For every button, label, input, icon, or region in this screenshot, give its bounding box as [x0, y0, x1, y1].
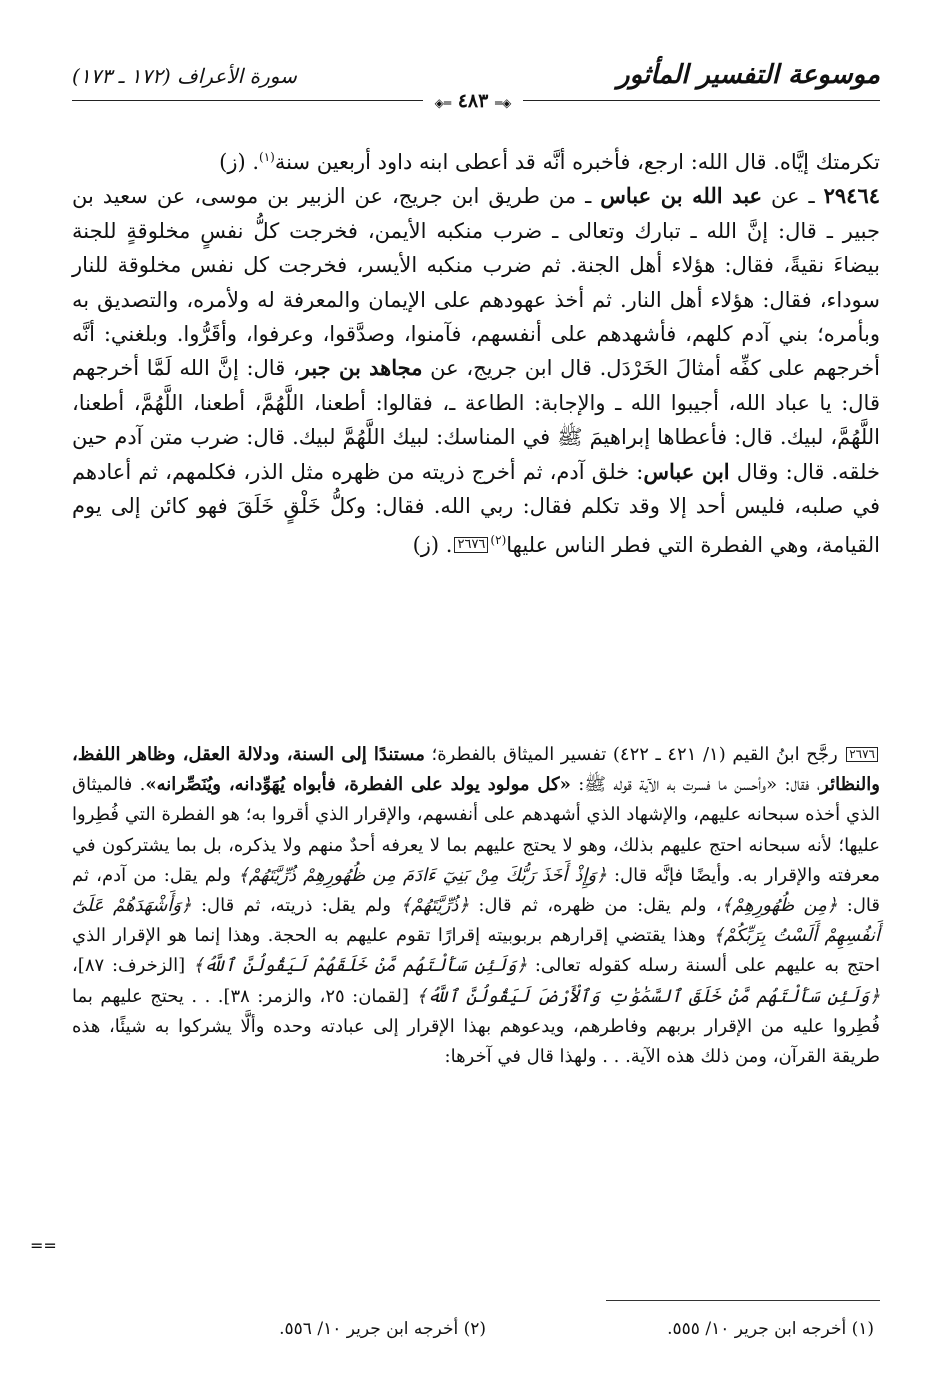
footnote-marker: (١) — [259, 150, 275, 164]
text-run: [لقمان: ٢٥، والزمر: ٣٨]. . . يحتج عليهم بما فُطِروا عليه من الإقرار بربهم وفاطرهم، ويدعوهم بهذا الإقرار إلى عبادته وحده وألَّا يشركوا به شيئًا، هذه طريقة القرآن، ومن ذلك هذه الآية. . . ولهذا قال في آخرها: — [72, 985, 880, 1068]
text-run: وهذا يقتضي إقرارهم بربوبيته إقرارًا تقوم عليهم به الحجة. وهذا إنما هو الإقرار الذي احتج به عليهم على ألسنة رسله كقوله تعالى: — [72, 925, 881, 977]
quran-quote: ﴿مِن ظُهُورِهِمْ﴾ — [721, 895, 838, 917]
text-run: [الزخرف: ٨٧]، — [72, 955, 193, 977]
narrator-name: مجاهد بن جبر — [299, 355, 423, 381]
page-number: ٤٨٣ — [457, 90, 489, 112]
narration-number: ٢٩٤٦٤ — [823, 183, 881, 209]
text-run: ولم يقل: ذريته، ثم قال: — [191, 895, 401, 917]
quran-quote: ﴿وَلَئِن سَأَلْتَهُم مَّنْ خَلَقَ ٱلسَّمَٰوَٰتِ وَٱلْأَرْضَ لَيَقُولُنَّ ٱللَّهُ﴾ — [416, 985, 880, 1007]
text-run: رجَّح ابنُ القيم (١/ ٤٢١ ـ ٤٢٢) تفسير الميثاق بالفطرة؛ — [424, 744, 845, 765]
text-run: ولم يقل: من آدم، ثم قال: — [72, 864, 880, 917]
bold-run: مستندًا إلى السنة، ودلالة العقل، وظاهر اللفظ، والنظائر — [72, 744, 880, 796]
attribution: . (ز) — [412, 533, 453, 558]
text-run: : خلق آدم، ثم أخرج ذريته من ظهره مثل الذر، فكلمهم، ثم أعادهم في صلبه، فليس أحد إلا وقد تكلم فقال: ربي الله. فقال: وكلُّ خَلْقٍ خَلَقَ فهو كائن إلى يوم القيامة، وهي الفطرة التي فطر الناس عليها — [72, 459, 880, 558]
commentary-paragraph — [72, 740, 880, 1072]
book-title: موسوعة التفسير المأثور — [617, 60, 880, 90]
attribution: . (ز) — [219, 150, 260, 174]
page-number-box — [423, 90, 523, 112]
continuation-mark: == — [30, 1236, 57, 1255]
surah-title: سورة الأعراف (١٧٢ ـ ١٧٣) — [72, 64, 297, 88]
ornament-icon: ═◈ — [494, 96, 512, 110]
text-run: ، ولم يقل: من ظهره، ثم قال: — [469, 895, 722, 917]
text-run: ـ من طريق ابن جريج، عن الزبير بن موسى، عن سعيد بن جبير ـ قال: إنَّ الله ـ تبارك وتعالى ـ ضرب منكبه الأيمن، فخرجت كلُّ نفسٍ مخلوقةٍ للجنة بيضاءَ نقيةً، فقال: هؤلاء أهل الجنة. ثم ضرب منكبه الأيسر، فخرجت كل نفس مخلوقة للنار سوداء، فقال: هؤلاء أهل النار. ثم أخذ عهودهم على الإيمان والمعرفة له ولأمره، والتصديق به وبأمره؛ بني آدم كلهم، فأشهدهم على أنفسهم، فآمنوا، وصدَّقوا، وعرفوا، وأقَرُّوا. وبلغني: أنَّه أخرجهم على كفِّه أمثالَ الخَرْدَل. قال ابن جريج، عن — [72, 184, 881, 381]
commentary-block — [72, 740, 880, 1072]
footnote-rule — [606, 1300, 880, 1301]
text-run: ، قال: إنَّ الله لَمَّا أخرجهم قال: يا عباد الله، أجيبوا الله ـ والإجابة: الطاعة ـ، فقالوا: أطعنا، اللَّهُمَّ، أطعنا، اللَّهُمَّ، أطعنا، اللَّهُمَّ، لبيك. قال: فأعطاها إبراهيمَ ﷺ في المناسك: لبيك اللَّهُمَّ لبيك. قال: ضرب متن آدم حين خلقه. قال: وقال — [72, 356, 880, 484]
narration-29464 — [72, 179, 880, 562]
commentary-ref-box: ٢٦٧٦ — [846, 747, 878, 762]
narrator-name: عبد الله بن عباس — [600, 183, 763, 209]
commentary-ref-box: ٢٦٧٦ — [454, 537, 488, 553]
ornament-icon: ◈═ — [434, 96, 452, 110]
quran-quote: ﴿وَأَشْهَدَهُمْ عَلَىٰٓ أَنفُسِهِمْ أَلَسْتُ بِرَبِّكُمْ﴾ — [72, 895, 881, 947]
text-run: ـ عن — [762, 184, 824, 209]
narrator-name: ابن عباس — [643, 458, 730, 484]
hadith-quote: «كل مولود يولد على الفطرة، فأبواه يُهَوِّدانه، ويُنَصِّرانه» — [145, 774, 571, 796]
text-run: تكرمتك إيَّاه. قال الله: ارجع، فأخبره أنَّه قد أعطى ابنه داود أربعين سنة — [274, 150, 880, 174]
quran-quote: ﴿وَإِذْ أَخَذَ رَبُّكَ مِنْ بَنِيٓ ءَادَمَ مِن ظُهُورِهِمْ ذُرِّيَّتَهُمْ﴾ — [238, 864, 607, 886]
quran-quote: ﴿ذُرِّيَّتَهُمْ﴾ — [400, 895, 469, 917]
quran-quote: ﴿وَلَئِن سَأَلْتَهُم مَّنْ خَلَقَهُمْ لَيَقُولُنَّ ٱللَّهُ﴾ — [192, 955, 528, 977]
text-run: . فالميثاق الذي أخذه سبحانه عليهم، والإشهاد الذي أشهدهم على أنفسهم، والإقرار الذي أقروا به؛ هو الفطرة التي فُطِروا عليها؛ لأنه سبحانه احتج عليهم بذلك، وهو لا يحتج عليهم بما لا يعرفه أحدٌ منهم ولا يذكره، بل بما يشتركون في معرفته والإقرار به. وأيضًا فإنَّه قال: — [72, 774, 881, 886]
footnote-2: (٢) أخرجه ابن جرير ١٠/ ٥٥٦. — [279, 1319, 486, 1339]
footnote-1: (١) أخرجه ابن جرير ١٠/ ٥٥٥. — [667, 1319, 874, 1339]
text-run: ، فقال: «وأحسن ما فسرت به الآية قوله ﷺ: — [570, 774, 821, 796]
footnote-marker: (٢) — [490, 533, 507, 548]
main-text — [72, 140, 880, 563]
paragraph-opening — [72, 140, 880, 179]
